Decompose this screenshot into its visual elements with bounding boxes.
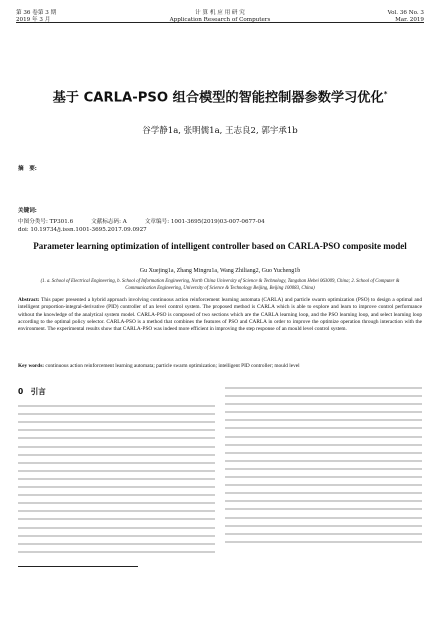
illegible-text-line	[225, 400, 422, 408]
illegible-text-line	[225, 489, 422, 497]
illegible-text-line	[18, 515, 215, 523]
illegible-text-line	[18, 507, 215, 515]
classification-row	[18, 217, 422, 225]
keywords-cn	[18, 207, 422, 215]
illegible-text-line	[18, 459, 215, 467]
illegible-text-line	[18, 499, 215, 507]
illegible-text-line	[18, 491, 215, 499]
illegible-text-line	[225, 514, 422, 522]
illegible-text-line	[225, 505, 422, 513]
illegible-text-line	[18, 451, 215, 459]
keywords-cn-label: 关键词:	[18, 208, 37, 214]
authors-cn: 谷学静1a, 张明儒1a, 王志良2, 郭宇承1b	[142, 126, 298, 136]
illegible-text-line	[18, 524, 215, 532]
paper-title-en: Parameter learning optimization of intelligent controller based on CARLA-PSO composite model	[33, 241, 407, 251]
illegible-text-line	[225, 384, 422, 392]
abstract-en	[18, 297, 422, 333]
illegible-text-line	[225, 416, 422, 424]
journal-title-en: Application Research of Computers	[169, 17, 271, 23]
date-cn: 2019 年 3 月	[16, 17, 51, 23]
illegible-text-line	[225, 408, 422, 416]
illegible-text-line	[225, 441, 422, 449]
section-heading-intro: 0 引言	[18, 387, 46, 396]
date-en: Mar. 2019	[395, 17, 424, 23]
right-column	[225, 384, 422, 556]
illegible-text-line	[18, 434, 215, 442]
clc-number: 中图分类号: TP301.6	[18, 219, 74, 225]
paper-title-cn-text: 基于 CARLA-PSO 组合模型的智能控制器参数学习优化	[52, 90, 384, 106]
illegible-text-line	[18, 548, 215, 556]
illegible-text-line	[225, 497, 422, 505]
keywords-en	[18, 363, 422, 370]
illegible-text-line	[18, 426, 215, 434]
abstract-en-label: Abstract:	[18, 297, 40, 303]
illegible-text-line	[18, 467, 215, 475]
illegible-text-line	[225, 433, 422, 441]
illegible-text-line	[225, 481, 422, 489]
illegible-text-line	[225, 530, 422, 538]
article-number: 文章编号: 1001-3695(2019)03-007-0677-04	[144, 219, 265, 225]
document-code: 文献标志码: A	[91, 219, 127, 225]
illegible-text-line	[18, 532, 215, 540]
abstract-cn-label: 摘 要:	[18, 166, 37, 172]
title-footnote-mark: *	[383, 90, 388, 98]
body-columns	[18, 384, 422, 556]
header-divider	[16, 22, 424, 23]
keywords-en-text: continuous action reinforcement learning automata; particle swarm optimization; intelligent PID controller; mould level	[45, 363, 300, 369]
illegible-text-line	[18, 402, 215, 410]
doi: doi: 10.19734/j.issn.1001-3695.2017.09.0927	[18, 227, 147, 233]
left-column	[18, 384, 215, 556]
illegible-text-line	[18, 475, 215, 483]
illegible-text-line	[18, 540, 215, 548]
illegible-text-line	[18, 410, 215, 418]
affiliation-en: (1. a. School of Electrical Engineering, b. School of Information Engineering, North China University of Science & Technology, Tangshan Hebei 063009, China; 2. School of Computer & Communication Engineering, University of Science & Technology Beijing, Beijing 100083, China)	[40, 279, 400, 291]
keywords-en-label: Key words:	[18, 363, 45, 369]
illegible-text-line	[18, 418, 215, 426]
footnote-divider	[18, 566, 138, 567]
paper-title-cn	[20, 86, 420, 106]
abstract-en-text: This paper presented a hybrid approach involving continuous action reinforcement learning automata (CARLA) and particle swarm optimization (PSO) to design a optimal and intelligent proportion-integral-derivative (PID) controller of an level control system. The proposed method is CARLA which is able to explore and learn to improve control performance without the knowledge of the analytical system model. CARLA-PSO is composed of two sections which are the CARLA learning loop, and the PSO learning loop, and select learning loop according to the optimal policy selector. CARLA-PSO is a method that combines the features of PSO and CARLA in order to improve the optimize operation through interaction with the environment. The experimental results show that CARLA-PSO was indeed more efficient in improving the step response of an mould level control system.	[18, 297, 422, 333]
illegible-text-line	[225, 465, 422, 473]
illegible-text-line	[225, 424, 422, 432]
illegible-text-line	[225, 522, 422, 530]
volume-cn: 第 36 卷第 3 期	[16, 10, 57, 16]
journal-title-cn: 计 算 机 应 用 研 究	[195, 10, 245, 16]
illegible-text-line	[225, 392, 422, 400]
volume-en: Vol. 36 No. 3	[387, 10, 424, 16]
illegible-text-line	[18, 443, 215, 451]
authors-en: Gu Xuejing1a, Zhang Mingru1a, Wang Zhiliang2, Guo Yucheng1b	[139, 268, 301, 274]
illegible-text-line	[225, 457, 422, 465]
abstract-cn	[18, 165, 422, 173]
illegible-text-line	[225, 449, 422, 457]
illegible-text-line	[225, 473, 422, 481]
illegible-text-line	[18, 483, 215, 491]
illegible-text-line	[225, 538, 422, 546]
